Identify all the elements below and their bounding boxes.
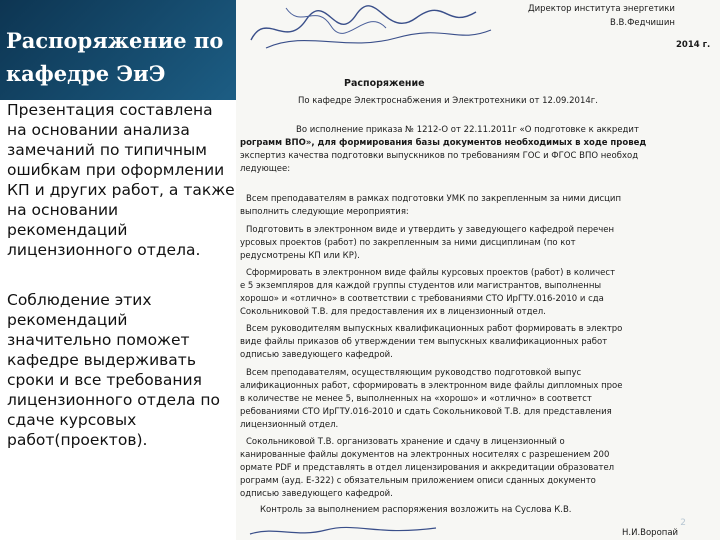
scanned-order-document bbox=[236, 0, 720, 540]
doc-line: Всем преподавателям, осуществляющим руководство подготовкой выпус bbox=[246, 368, 582, 378]
doc-line: редусмотрены КП или КР). bbox=[240, 251, 360, 261]
doc-line: урсовых проектов (работ) по закрепленным за ними дисциплинам (по кот bbox=[240, 238, 576, 248]
doc-line: алификационных работ, сформировать в электронном виде файлы дипломных прое bbox=[240, 381, 623, 391]
doc-line: одписью заведующего кафедрой. bbox=[240, 489, 393, 499]
doc-line: хорошо» и «отлично» в соответствии с требованиями СТО ИрГТУ.016-2010 и сда bbox=[240, 294, 604, 304]
doc-line: лицензионный отдел. bbox=[240, 420, 339, 430]
doc-line: рограмм (ауд. Е-322) с обязательным приложением описи сданных документо bbox=[240, 476, 596, 486]
bottom-signature-icon bbox=[246, 524, 446, 540]
doc-line: е 5 экземпляров для каждой группы студентов или магистрантов, выполненны bbox=[240, 281, 602, 291]
doc-line: виде файлы приказов об утверждении тем выпускных квалификационных работ bbox=[240, 337, 608, 347]
page-number: 2 bbox=[680, 518, 686, 528]
doc-line: рограмм ВПО», для формирования базы документов необходимых в ходе провед bbox=[240, 138, 647, 148]
doc-signer: Н.И.Воропай bbox=[622, 528, 679, 538]
doc-line: одписью заведующего кафедрой. bbox=[240, 350, 393, 360]
doc-line: Контроль за выполнением распоряжения возложить на Суслова К.В. bbox=[260, 505, 572, 515]
doc-heading: Распоряжение bbox=[344, 78, 425, 89]
doc-line: ребованиями СТО ИрГТУ.016-2010 и сдать Сокольниковой Т.В. для представления bbox=[240, 407, 612, 417]
doc-line: Всем преподавателям в рамках подготовки УМК по закрепленным за ними дисцип bbox=[246, 194, 622, 204]
doc-line: ормате PDF и представлять в отдел лицензирования и аккредитации образовател bbox=[240, 463, 615, 473]
approval-line-1: Директор института энергетики bbox=[528, 4, 675, 14]
slide-body bbox=[0, 100, 236, 540]
doc-line: в количестве не менее 5, выполненных на «хорошо» и «отлично» в соответст bbox=[240, 394, 592, 404]
approval-line-3: 2014 г. bbox=[676, 40, 711, 50]
doc-line: Во исполнение приказа № 1212-О от 22.11.2011г «О подготовке к аккредит bbox=[296, 125, 639, 135]
doc-line: ледующее: bbox=[240, 164, 291, 174]
signature-scribble-icon bbox=[246, 0, 496, 55]
slide-paragraph-1: Презентация составлена на основании анализа замечаний по типичным ошибкам при оформлении КП и других работ, а также на основании рекомендаций лицензионного отдела. bbox=[7, 101, 235, 259]
doc-subheading: По кафедре Электроснабжения и Электротехники от 12.09.2014г. bbox=[298, 96, 598, 106]
doc-line: Сформировать в электронном виде файлы курсовых проектов (работ) в количест bbox=[246, 268, 616, 278]
slide-paragraph-2: Соблюдение этих рекомендаций значительно поможет кафедре выдерживать сроки и все требования лицензионного отдела по сдаче курсовых работ(проектов). bbox=[7, 291, 221, 449]
doc-line: Подготовить в электронном виде и утвердить у заведующего кафедрой перечен bbox=[246, 225, 615, 235]
slide-title: Распоряжение по кафедре ЭиЭ bbox=[6, 28, 224, 86]
doc-line: Сокольниковой Т.В. организовать хранение и сдачу в лицензионный о bbox=[246, 437, 565, 447]
approval-line-2: В.В.Федчишин bbox=[610, 18, 675, 28]
doc-line: Всем руководителям выпускных квалификационных работ формировать в электро bbox=[246, 324, 623, 334]
doc-line: Сокольниковой Т.В. для предоставления их в лицензионный отдел. bbox=[240, 307, 546, 317]
doc-line: выполнить следующие мероприятия: bbox=[240, 207, 409, 217]
doc-line: канированные файлы документов на электронных носителях с разрешением 200 bbox=[240, 450, 610, 460]
doc-line: экспертиз качества подготовки выпускников по требованиям ГОС и ФГОС ВПО необход bbox=[240, 151, 639, 161]
